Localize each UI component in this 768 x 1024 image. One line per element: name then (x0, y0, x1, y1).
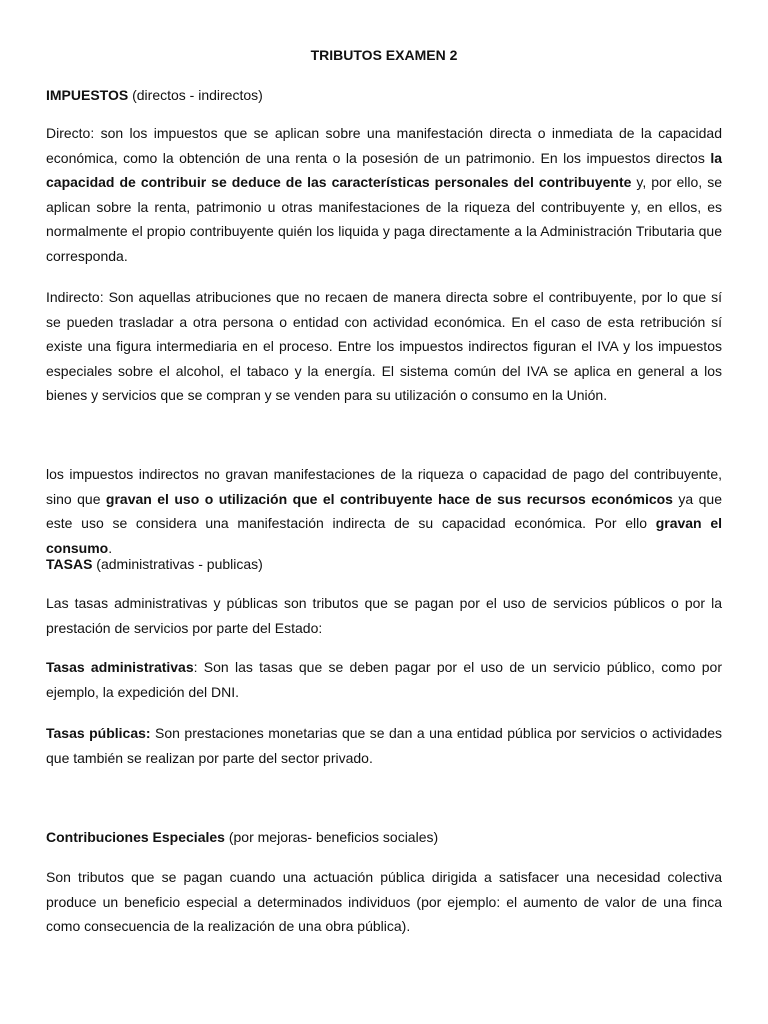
paragraph-text: : Son las tasas que se deben pagar por el uso de un servicio público, como por ejemplo, la expedición del DNI. (46, 659, 722, 700)
paragraph-text: . (108, 539, 113, 556)
paragraph-text: Directo: son los impuestos que se aplican sobre una manifestación directa o inmediata de la capacidad económica, como la obtención de una renta o la posesión de un patrimonio. En los impuestos directos (46, 125, 722, 166)
heading-label: IMPUESTOS (46, 87, 129, 103)
heading-note: (directos - indirectos) (128, 87, 263, 103)
paragraph-text: ya que este uso se considera una manifestación indirecta de su capacidad económica. Por ello (46, 490, 722, 531)
paragraph-tasas-publicas (46, 721, 722, 770)
document-title: TRIBUTOS EXAMEN 2 (310, 47, 458, 63)
paragraph-directo (46, 121, 722, 268)
section-heading-impuestos (46, 85, 722, 105)
section-heading-contribuciones (46, 827, 722, 847)
bold-label: Tasas públicas: (46, 725, 151, 741)
paragraph-indirectos-nota (46, 462, 722, 560)
paragraph-contribuciones: Son tributos que se pagan cuando una actuación pública dirigida a satisfacer una necesidad colectiva produce un beneficio especial a determinados individuos (por ejemplo: el aumento de valor de una finca como consecuencia de la realización de una obra pública). (46, 869, 722, 934)
paragraph-text: Son prestaciones monetarias que se dan a una entidad pública por servicios o actividades que también se realizan por parte del sector privado. (46, 725, 722, 766)
heading-note: (administrativas - publicas) (92, 556, 263, 572)
paragraph-text: y, por ello, se aplican sobre la renta, patrimonio u otras manifestaciones de la riqueza del contribuyente y, en ellos, es normalmente el propio contribuyente quién los liquida y paga directamente a la Administración Tributaria que corresponda. (46, 174, 722, 264)
heading-label: TASAS (46, 556, 93, 572)
paragraph-tasas-administrativas (46, 655, 722, 704)
heading-label: Contribuciones Especiales (46, 829, 225, 845)
paragraph-text: los impuestos indirectos no gravan manifestaciones de la riqueza o capacidad de pago del contribuyente, sino que (46, 466, 722, 507)
paragraph-tasas-intro: Las tasas administrativas y públicas son tributos que se pagan por el uso de servicios públicos o por la prestación de servicios por parte del Estado: (46, 595, 722, 636)
section-heading-tasas (46, 554, 722, 574)
paragraph-indirecto: Indirecto: Son aquellas atribuciones que no recaen de manera directa sobre el contribuyente, por lo que sí se pueden trasladar a otra persona o entidad con actividad económica. En el caso de esta retribución sí existe una figura intermediaria en el proceso. Entre los impuestos indirectos figuran el IVA y los impuestos especiales sobre el alcohol, el tabaco y la energía. El sistema común del IVA se aplica en general a los bienes y servicios que se compran y se venden para su utilización o consumo en la Unión. (46, 289, 722, 403)
bold-label: Tasas administrativas (46, 659, 194, 675)
bold-text: gravan el consumo (46, 515, 722, 556)
bold-text: gravan el uso o utilización que el contribuyente hace de sus recursos económicos (105, 490, 673, 507)
heading-note: (por mejoras- beneficios sociales) (224, 829, 439, 845)
bold-text: la capacidad de contribuir se deduce de las características personales del contribuyente (46, 149, 722, 190)
